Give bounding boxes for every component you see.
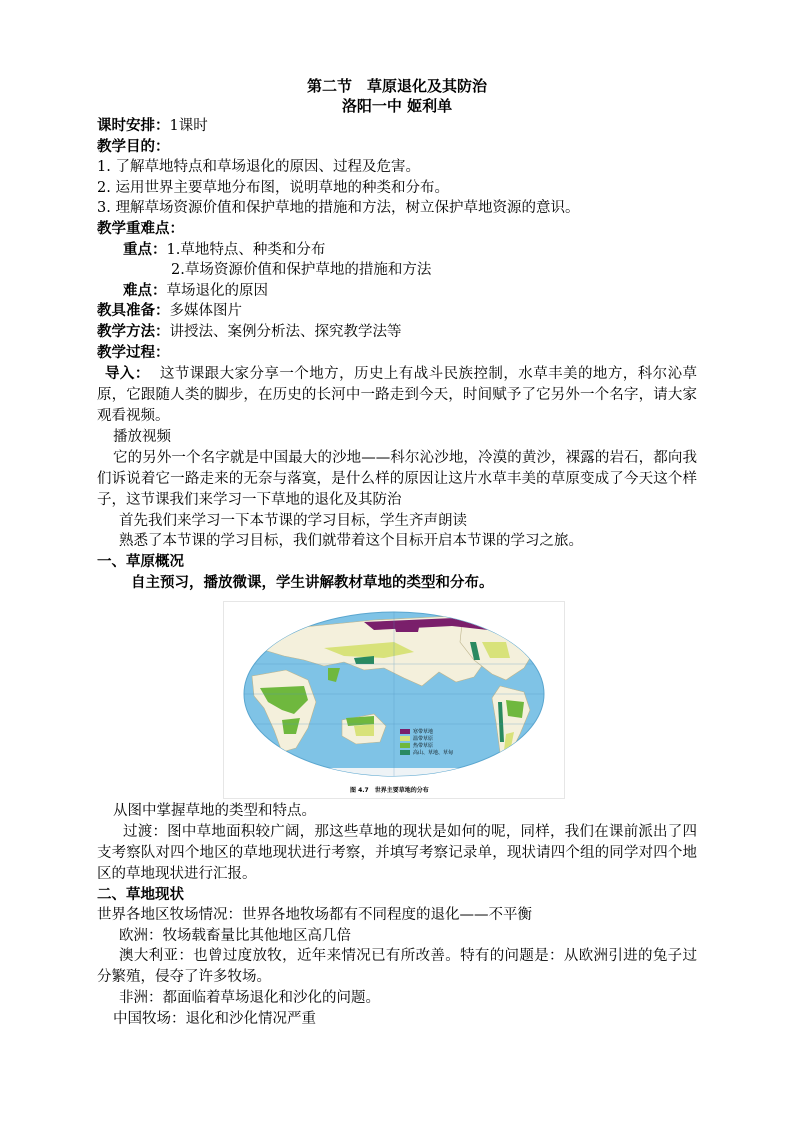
lesson-title: 第二节 草原退化及其防治 <box>306 77 487 95</box>
australia-status: 澳大利亚：也曾过度放牧，近年来情况已有所改善。特有的问题是：从欧洲引进的兔子过分繁殖，侵夺了许多牧场。 <box>97 948 697 986</box>
section-2-heading: 二、草地现状 <box>97 885 184 903</box>
china-status: 中国牧场：退化和沙化情况严重 <box>113 1011 316 1028</box>
process-paragraph-2: 它的另外一个名字就是中国最大的沙地——科尔沁沙地，冷漠的黄沙，裸露的岩石，都向我们诉说着它一路走来的无奈与落寞，是什么样的原因让这片水草丰美的草原变成了今天这个样子，这节课我们来学习一下草地的退化及其防治 <box>97 449 697 508</box>
world-status: 世界各地区牧场情况：世界各地牧场都有不同程度的退化——不平衡 <box>97 907 532 924</box>
focus-item-2: 2.草场资源价值和保护草地的措施和方法 <box>171 262 432 279</box>
difficulty-text: 草场退化的原因 <box>166 282 268 299</box>
author-line: 洛阳一中 姬利单 <box>341 97 453 115</box>
difficulty-label: 难点： <box>123 281 167 299</box>
process-paragraph-4: 熟悉了本节课的学习目标，我们就带着这个目标开启本节课的学习之旅。 <box>119 533 583 550</box>
legend-savanna: 热带草原 <box>413 743 434 750</box>
focus-label: 重点： <box>123 240 167 258</box>
intro-label: 导入： <box>105 365 150 383</box>
legend-alpine-meadow: 高山、草地、草甸 <box>413 750 454 757</box>
world-grassland-map-figure <box>223 601 565 799</box>
process-heading: 教学过程： <box>97 343 170 361</box>
legend-temperate-steppe: 温带草原 <box>413 736 434 743</box>
europe-status: 欧洲：牧场载畜量比其他地区高几倍 <box>119 927 351 944</box>
intro-text: 这节课跟大家分享一个地方，历史上有战斗民族控制，水草丰美的地方，科尔沁草原，它跟随人类的脚步，在历史的长河中一路走到今天，时间赋予了它另外一个名字，请大家观看视频。 <box>97 366 698 425</box>
objective-item-2: 2. 运用世界主要草地分布图，说明草地的种类和分布。 <box>97 179 449 196</box>
schedule-value: 1课时 <box>169 118 208 134</box>
legend-cold-grassland: 寒带草地 <box>413 729 434 736</box>
objective-item-3: 3. 理解草场资源价值和保护草地的措施和方法，树立保护草地资源的意识。 <box>97 200 580 217</box>
cold-grassland-east <box>394 623 420 632</box>
savanna-south-america <box>506 700 524 718</box>
temperate-steppe-australia <box>354 724 374 736</box>
process-paragraph-3: 首先我们来学习一下本节课的学习目标，学生齐声朗读 <box>119 512 467 529</box>
video-note: 播放视频 <box>113 429 171 446</box>
figure-caption: 图 4.7 世界主要草地的分布 <box>350 787 429 795</box>
map-legend <box>400 728 453 756</box>
document-page <box>97 76 697 1030</box>
objectives-heading: 教学目的： <box>97 137 170 155</box>
section-1-heading: 一、草原概况 <box>97 552 184 570</box>
schedule-label: 课时安排： <box>97 117 170 134</box>
methods-label: 教学方法： <box>97 322 170 340</box>
methods-value: 讲授法、案例分析法、探究教学法等 <box>169 323 402 340</box>
tools-label: 教具准备： <box>97 302 170 320</box>
transition-paragraph: 过渡：图中草地面积较广阔，那这些草地的现状是如何的呢，同样，我们在课前派出了四支考察队对四个地区的草地现状进行考察，并填写考察记录单，现状请四个组的同学对四个地区的草地现状进行汇报。 <box>97 823 697 882</box>
africa-status: 非洲：都面临着草场退化和沙化的问题。 <box>119 990 380 1007</box>
tools-value: 多媒体图片 <box>169 303 242 320</box>
focus-item-1: 1.草地特点、种类和分布 <box>166 241 326 258</box>
after-figure-text: 从图中掌握草地的类型和特点。 <box>113 803 316 820</box>
world-grassland-map <box>224 602 564 798</box>
objective-item-1: 1. 了解草地特点和草场退化的原因、过程及危害。 <box>97 159 420 176</box>
section-1-task: 自主预习，播放微课，学生讲解教材草地的类型和分布。 <box>131 573 494 591</box>
key-points-heading: 教学重难点： <box>97 219 184 237</box>
